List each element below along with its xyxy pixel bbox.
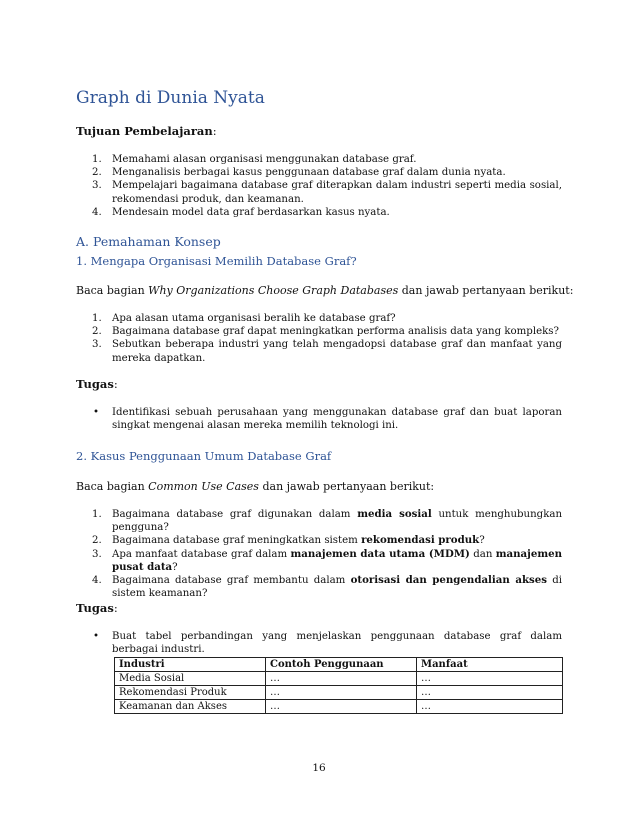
table-header-cell: Contoh Penggunaan	[266, 658, 417, 672]
table-cell: …	[266, 672, 417, 686]
table-header-cell: Industri	[115, 658, 266, 672]
table-cell: Media Sosial	[115, 672, 266, 686]
list-item: 4. Mendesain model data graf berdasarkan kasus nyata.	[92, 206, 390, 218]
subsection-2-questions	[76, 508, 562, 600]
list-item: 3. Sebutkan beberapa industri yang telah mengadopsi database graf dan manfaat yang mereka dapatkan.	[92, 339, 562, 364]
table-cell: Rekomendasi Produk	[115, 686, 266, 700]
comparison-table	[114, 657, 563, 714]
list-item: 2. Bagaimana database graf dapat meningkatkan performa analisis data yang kompleks?	[92, 326, 559, 338]
list-item: 3. Apa manfaat database graf dalam manajemen data utama (MDM) dan manajemen pusat data?	[92, 547, 562, 573]
list-item: • Buat tabel perbandingan yang menjelaskan penggunaan database graf dalam berbagai industri.	[93, 631, 562, 656]
table-header-row	[115, 658, 563, 672]
tugas-heading-2: Tugas:	[76, 601, 118, 615]
table-cell: …	[417, 672, 563, 686]
table-cell: …	[417, 686, 563, 700]
page-title: Graph di Dunia Nyata	[76, 88, 265, 108]
subsection-1-questions	[76, 312, 562, 365]
list-item: 1. Memahami alasan organisasi menggunakan database graf.	[92, 154, 417, 165]
list-item: 1. Apa alasan utama organisasi beralih ke database graf?	[92, 313, 396, 324]
tujuan-heading-text: Tujuan Pembelajaran	[76, 124, 213, 138]
table-row	[115, 672, 563, 686]
tugas-heading-1: Tugas:	[76, 377, 118, 391]
table-header-cell: Manfaat	[417, 658, 563, 672]
subsection-1-heading: 1. Mengapa Organisasi Memilih Database Graf?	[76, 254, 357, 268]
list-item: 2. Menganalisis berbagai kasus penggunaan database graf dalam dunia nyata.	[92, 167, 506, 179]
tugas-list-2	[76, 630, 562, 656]
list-item: 3. Mempelajari bagaimana database graf diterapkan dalam industri seperti media sosial, rekomendasi produk, dan keamanan.	[92, 180, 562, 205]
tujuan-list	[76, 153, 562, 219]
subsection-1-intro: Baca bagian Why Organizations Choose Graph Databases dan jawab pertanyaan berikut:	[76, 284, 574, 297]
table-cell: …	[266, 700, 417, 714]
list-item: 4. Bagaimana database graf membantu dalam otorisasi dan pengendalian akses di sistem keamanan?	[92, 574, 562, 600]
page-number: 16	[312, 762, 326, 774]
section-a-heading: A. Pemahaman Konsep	[76, 234, 221, 249]
table-row	[115, 700, 563, 714]
table-row	[115, 686, 563, 700]
list-item: • Identifikasi sebuah perusahaan yang menggunakan database graf dan buat laporan singkat mengenai alasan mereka memilih teknologi ini.	[93, 407, 562, 432]
subsection-2-heading: 2. Kasus Penggunaan Umum Database Graf	[76, 449, 332, 463]
tugas-list-1	[76, 406, 562, 432]
list-item: 2. Bagaimana database graf meningkatkan sistem rekomendasi produk?	[92, 534, 485, 547]
table-cell: Keamanan dan Akses	[115, 700, 266, 714]
subsection-2-intro: Baca bagian Common Use Cases dan jawab pertanyaan berikut:	[76, 480, 435, 493]
list-item: 1. Bagaimana database graf digunakan dalam media sosial untuk menghubungkan pengguna?	[92, 508, 563, 534]
table-cell: …	[417, 700, 563, 714]
tujuan-heading: Tujuan Pembelajaran:	[76, 124, 217, 138]
table-cell: …	[266, 686, 417, 700]
